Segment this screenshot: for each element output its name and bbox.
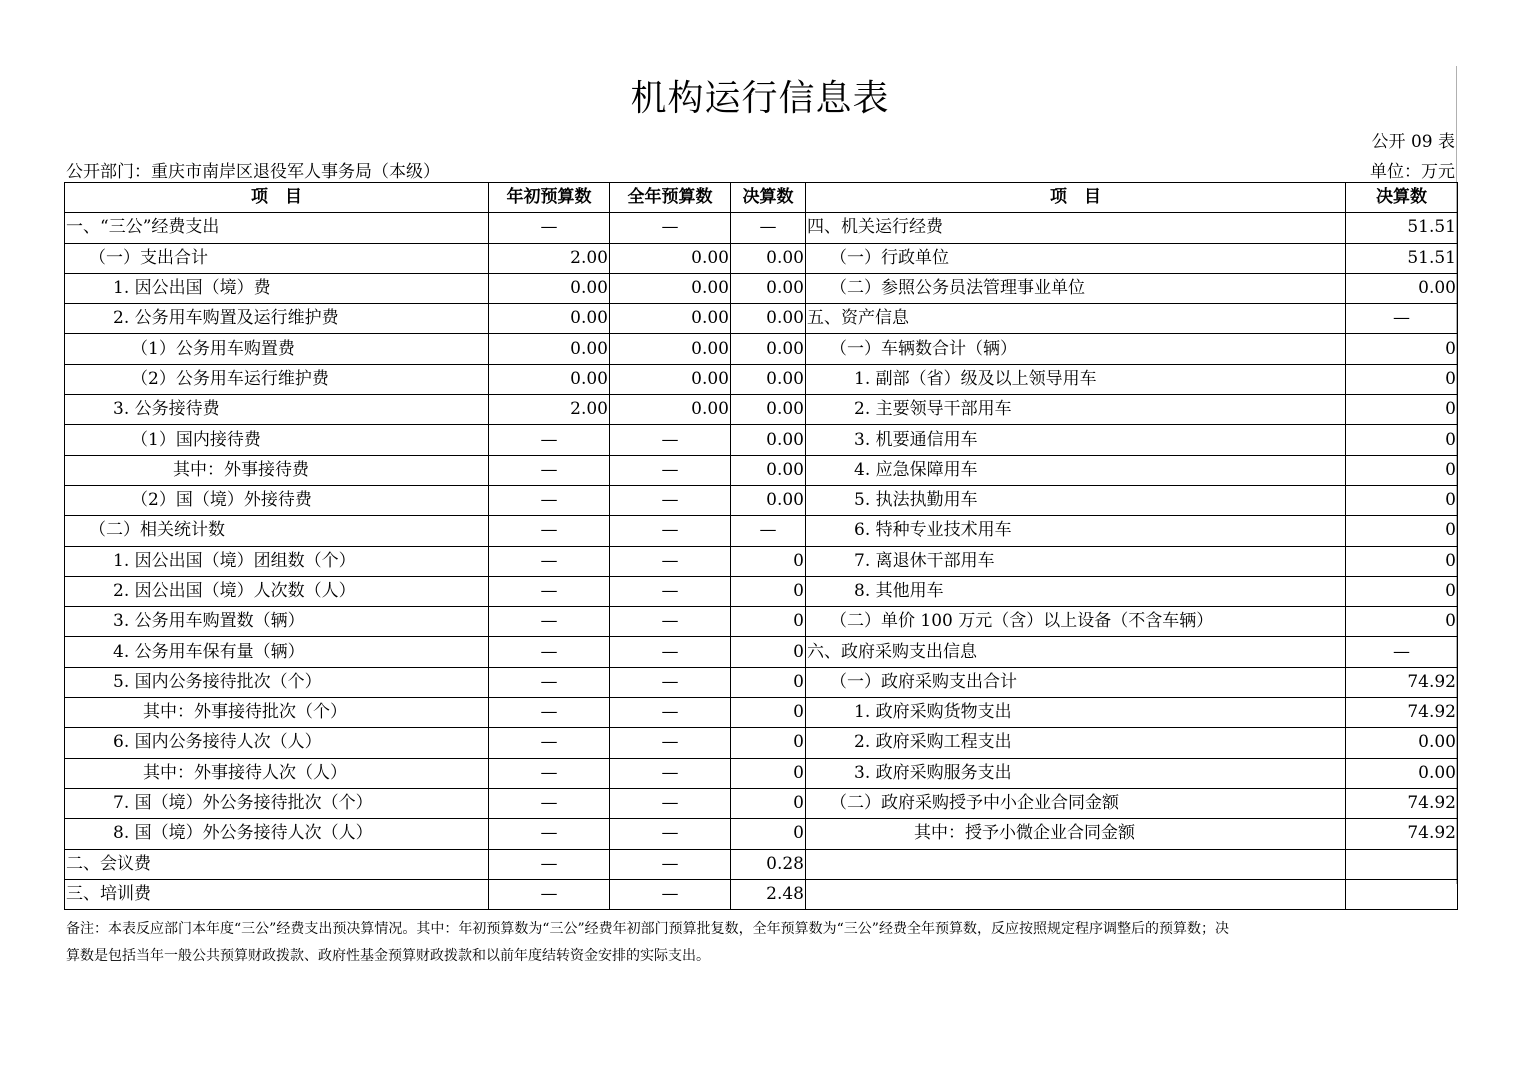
row-final-right: 0 — [1346, 334, 1458, 364]
row-item-right — [806, 879, 1346, 909]
row-item-right: 1. 政府采购货物支出 — [806, 698, 1346, 728]
header-final-account: 决算数 — [731, 183, 806, 213]
row-item-right: 5. 执法执勤用车 — [806, 485, 1346, 515]
row-item-left: 三、培训费 — [65, 879, 489, 909]
row-final-account: 0 — [731, 698, 806, 728]
table-row — [65, 516, 1458, 546]
row-final-account: 0 — [731, 576, 806, 606]
row-annual-budget: — — [610, 576, 731, 606]
row-final-account: 0.00 — [731, 364, 806, 394]
row-initial-budget: 0.00 — [489, 304, 610, 334]
row-initial-budget: — — [489, 637, 610, 667]
row-item-right: （二）政府采购授予中小企业合同金额 — [806, 788, 1346, 818]
row-annual-budget: — — [610, 455, 731, 485]
table-row — [65, 395, 1458, 425]
row-annual-budget: 0.00 — [610, 273, 731, 303]
row-item-right: （二）参照公务员法管理事业单位 — [806, 273, 1346, 303]
row-item-right: 7. 离退休干部用车 — [806, 546, 1346, 576]
table-row — [65, 788, 1458, 818]
row-annual-budget: 0.00 — [610, 243, 731, 273]
row-final-right — [1346, 849, 1458, 879]
row-initial-budget: — — [489, 758, 610, 788]
row-annual-budget: — — [610, 819, 731, 849]
header-item-right: 项 目 — [806, 183, 1346, 213]
table-row — [65, 849, 1458, 879]
row-final-right: 0.00 — [1346, 273, 1458, 303]
header-final-right: 决算数 — [1346, 183, 1458, 213]
table-row — [65, 546, 1458, 576]
row-initial-budget: 0.00 — [489, 334, 610, 364]
row-final-right: — — [1346, 637, 1458, 667]
row-item-left: 2. 因公出国（境）人次数（人） — [65, 576, 489, 606]
row-final-account: 0 — [731, 546, 806, 576]
row-annual-budget: — — [610, 758, 731, 788]
row-final-account: 0.00 — [731, 273, 806, 303]
row-initial-budget: — — [489, 819, 610, 849]
row-annual-budget: — — [610, 607, 731, 637]
row-item-left: 其中：外事接待费 — [65, 455, 489, 485]
row-final-right: 0 — [1346, 425, 1458, 455]
row-annual-budget: — — [610, 425, 731, 455]
row-initial-budget: — — [489, 425, 610, 455]
row-final-right: — — [1346, 304, 1458, 334]
row-final-account: 0 — [731, 607, 806, 637]
row-final-account: 0 — [731, 667, 806, 697]
row-item-left: 其中：外事接待批次（个） — [65, 698, 489, 728]
table-row — [65, 698, 1458, 728]
row-annual-budget: — — [610, 213, 731, 243]
row-annual-budget: 0.00 — [610, 304, 731, 334]
row-annual-budget: — — [610, 788, 731, 818]
row-annual-budget: — — [610, 667, 731, 697]
row-annual-budget: — — [610, 485, 731, 515]
row-item-left: （二）相关统计数 — [65, 516, 489, 546]
table-row — [65, 334, 1458, 364]
row-item-left: 4. 公务用车保有量（辆） — [65, 637, 489, 667]
unit-label: 单位：万元 — [1370, 162, 1455, 182]
row-final-right: 0 — [1346, 546, 1458, 576]
row-item-left: 3. 公务用车购置数（辆） — [65, 607, 489, 637]
row-initial-budget: — — [489, 728, 610, 758]
row-item-left: 1. 因公出国（境）团组数（个） — [65, 546, 489, 576]
row-item-right: 1. 副部（省）级及以上领导用车 — [806, 364, 1346, 394]
row-item-left: 一、“三公”经费支出 — [65, 213, 489, 243]
row-initial-budget: — — [489, 546, 610, 576]
row-final-account: 0.00 — [731, 243, 806, 273]
row-item-right: 五、资产信息 — [806, 304, 1346, 334]
row-annual-budget: — — [610, 879, 731, 909]
row-initial-budget: — — [489, 849, 610, 879]
row-initial-budget: — — [489, 879, 610, 909]
row-item-right: （一）行政单位 — [806, 243, 1346, 273]
table-row — [65, 667, 1458, 697]
department-label: 公开部门：重庆市南岸区退役军人事务局（本级） — [66, 162, 440, 182]
row-item-right: 四、机关运行经费 — [806, 213, 1346, 243]
row-annual-budget: 0.00 — [610, 395, 731, 425]
row-final-right: 0.00 — [1346, 728, 1458, 758]
row-item-right — [806, 849, 1346, 879]
row-annual-budget: — — [610, 849, 731, 879]
row-initial-budget: — — [489, 698, 610, 728]
row-final-right: 74.92 — [1346, 667, 1458, 697]
footnote-line-1: 备注：本表反应部门本年度“三公”经费支出预决算情况。其中：年初预算数为“三公”经费年初部门预算批复数，全年预算数为“三公”经费全年预算数，反应按照规定程序调整后的预算数；决 — [66, 921, 1229, 937]
row-item-left: 6. 国内公务接待人次（人） — [65, 728, 489, 758]
page-title: 机构运行信息表 — [630, 78, 890, 119]
form-code: 公开 09 表 — [1371, 132, 1455, 152]
row-final-right: 51.51 — [1346, 243, 1458, 273]
row-final-account: 0.00 — [731, 425, 806, 455]
row-final-account: 0 — [731, 637, 806, 667]
table-row — [65, 213, 1458, 243]
row-item-right: 4. 应急保障用车 — [806, 455, 1346, 485]
row-annual-budget: 0.00 — [610, 364, 731, 394]
row-annual-budget: — — [610, 728, 731, 758]
table-row — [65, 273, 1458, 303]
row-final-right — [1346, 879, 1458, 909]
row-final-right: 0 — [1346, 607, 1458, 637]
table-row — [65, 304, 1458, 334]
table-row — [65, 879, 1458, 909]
row-item-left: 3. 公务接待费 — [65, 395, 489, 425]
row-item-right: 六、政府采购支出信息 — [806, 637, 1346, 667]
row-final-right: 0 — [1346, 395, 1458, 425]
row-final-account: — — [731, 213, 806, 243]
table-header-row — [65, 183, 1458, 213]
row-initial-budget: — — [489, 607, 610, 637]
row-final-account: 0 — [731, 819, 806, 849]
row-item-left: 二、会议费 — [65, 849, 489, 879]
table-row — [65, 607, 1458, 637]
row-annual-budget: — — [610, 546, 731, 576]
row-item-right: 6. 特种专业技术用车 — [806, 516, 1346, 546]
row-annual-budget: — — [610, 516, 731, 546]
row-final-account: 0.00 — [731, 304, 806, 334]
row-item-right: 2. 政府采购工程支出 — [806, 728, 1346, 758]
row-item-left: 7. 国（境）外公务接待批次（个） — [65, 788, 489, 818]
row-final-right: 0 — [1346, 485, 1458, 515]
row-annual-budget: 0.00 — [610, 334, 731, 364]
table-row — [65, 455, 1458, 485]
row-initial-budget: — — [489, 788, 610, 818]
table-body — [65, 213, 1458, 910]
table-row — [65, 425, 1458, 455]
row-final-right: 74.92 — [1346, 698, 1458, 728]
row-initial-budget: — — [489, 455, 610, 485]
row-item-right: （一）政府采购支出合计 — [806, 667, 1346, 697]
table-row — [65, 637, 1458, 667]
row-final-right: 51.51 — [1346, 213, 1458, 243]
row-final-account: 0 — [731, 728, 806, 758]
row-final-account: 0 — [731, 788, 806, 818]
row-initial-budget: 0.00 — [489, 273, 610, 303]
row-final-account: 0.00 — [731, 395, 806, 425]
row-final-account: 0.28 — [731, 849, 806, 879]
row-item-right: 其中：授予小微企业合同金额 — [806, 819, 1346, 849]
row-final-right: 0.00 — [1346, 758, 1458, 788]
row-item-left: 8. 国（境）外公务接待人次（人） — [65, 819, 489, 849]
row-item-left: （1）公务用车购置费 — [65, 334, 489, 364]
header-initial-budget: 年初预算数 — [489, 183, 610, 213]
row-item-left: （2）公务用车运行维护费 — [65, 364, 489, 394]
row-item-left: 1. 因公出国（境）费 — [65, 273, 489, 303]
row-item-left: （1）国内接待费 — [65, 425, 489, 455]
row-final-right: 0 — [1346, 364, 1458, 394]
row-item-left: 5. 国内公务接待批次（个） — [65, 667, 489, 697]
row-final-account: 2.48 — [731, 879, 806, 909]
table-row — [65, 364, 1458, 394]
table-row — [65, 758, 1458, 788]
table-row — [65, 243, 1458, 273]
row-initial-budget: — — [489, 213, 610, 243]
row-item-right: （一）车辆数合计（辆） — [806, 334, 1346, 364]
row-item-left: 其中：外事接待人次（人） — [65, 758, 489, 788]
row-initial-budget: — — [489, 516, 610, 546]
row-item-right: 3. 政府采购服务支出 — [806, 758, 1346, 788]
row-annual-budget: — — [610, 698, 731, 728]
row-initial-budget: 2.00 — [489, 395, 610, 425]
row-final-account: 0 — [731, 758, 806, 788]
row-final-right: 0 — [1346, 576, 1458, 606]
row-annual-budget: — — [610, 637, 731, 667]
table-row — [65, 485, 1458, 515]
row-item-left: （2）国（境）外接待费 — [65, 485, 489, 515]
footnote — [66, 916, 1458, 970]
row-final-account: 0.00 — [731, 455, 806, 485]
row-item-right: 8. 其他用车 — [806, 576, 1346, 606]
footnote-line-2: 算数是包括当年一般公共预算财政拨款、政府性基金预算财政拨款和以前年度结转资金安排的实际支出。 — [66, 948, 710, 964]
row-final-right: 74.92 — [1346, 819, 1458, 849]
row-item-left: （一）支出合计 — [65, 243, 489, 273]
info-table — [64, 182, 1458, 910]
table-row — [65, 728, 1458, 758]
row-final-account: 0.00 — [731, 485, 806, 515]
row-item-right: （二）单价 100 万元（含）以上设备（不含车辆） — [806, 607, 1346, 637]
row-final-right: 0 — [1346, 455, 1458, 485]
table-row — [65, 819, 1458, 849]
row-initial-budget: — — [489, 485, 610, 515]
row-final-right: 0 — [1346, 516, 1458, 546]
header-item: 项 目 — [65, 183, 489, 213]
header-annual-budget: 全年预算数 — [610, 183, 731, 213]
row-initial-budget: — — [489, 667, 610, 697]
row-item-left: 2. 公务用车购置及运行维护费 — [65, 304, 489, 334]
row-initial-budget: — — [489, 576, 610, 606]
table-row — [65, 576, 1458, 606]
row-initial-budget: 0.00 — [489, 364, 610, 394]
row-final-right: 74.92 — [1346, 788, 1458, 818]
row-final-account: — — [731, 516, 806, 546]
row-item-right: 3. 机要通信用车 — [806, 425, 1346, 455]
row-item-right: 2. 主要领导干部用车 — [806, 395, 1346, 425]
row-final-account: 0.00 — [731, 334, 806, 364]
row-initial-budget: 2.00 — [489, 243, 610, 273]
